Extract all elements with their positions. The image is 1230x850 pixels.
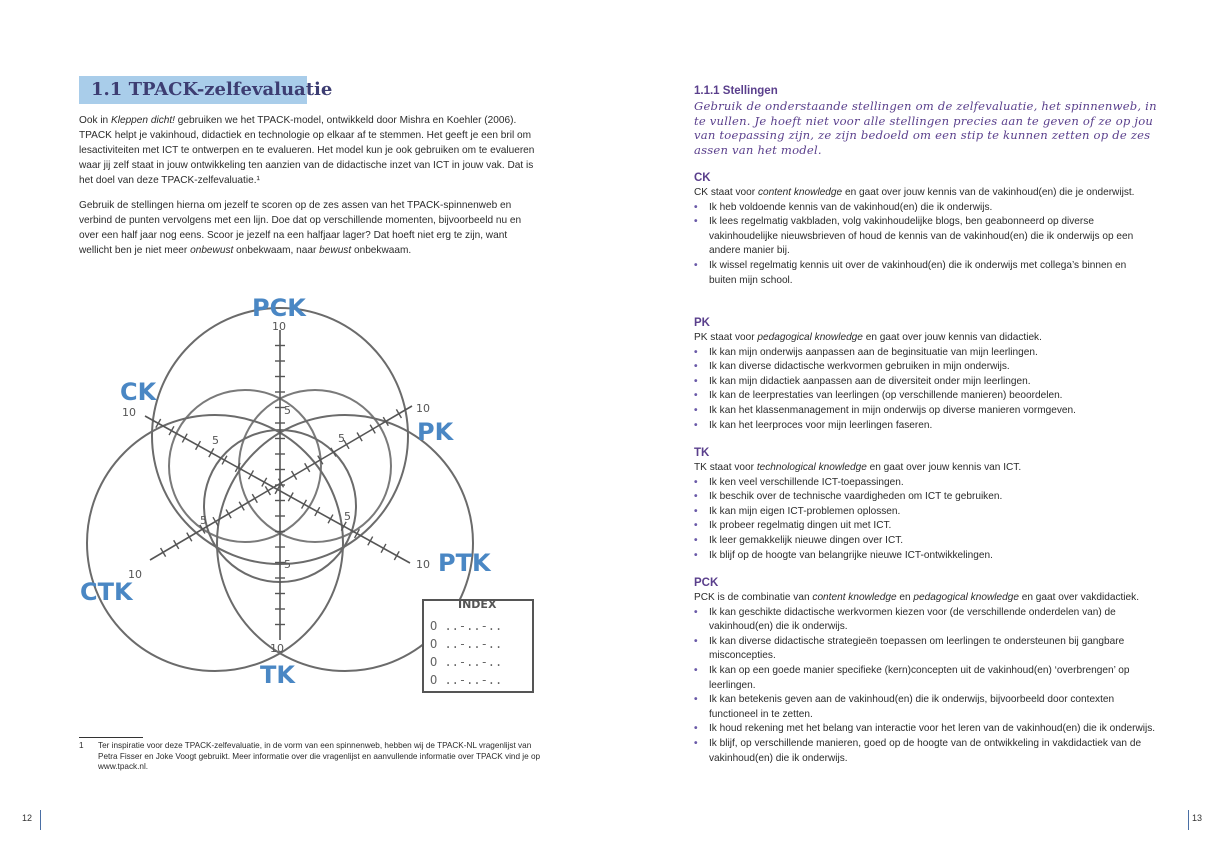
axis-tick <box>265 486 270 495</box>
tick-label: 5 <box>338 432 345 445</box>
axis-tick <box>302 500 307 509</box>
section-pck <box>694 576 1156 766</box>
italic-term: content knowledge <box>757 187 843 198</box>
section-intro <box>694 591 1156 606</box>
text-run: TK staat voor <box>694 462 757 473</box>
axis-tick <box>249 470 254 479</box>
section-title: 1.1 TPACK-zelfevaluatie <box>91 79 333 100</box>
page-number-left: 12 <box>22 813 33 823</box>
axis-tick <box>394 551 399 560</box>
label-ck: CK <box>120 378 157 406</box>
bullet-icon: • <box>694 404 698 416</box>
tick-label: 5 <box>212 434 219 447</box>
ring-circle <box>169 390 321 542</box>
statement-text: Ik blijf, op verschillende manieren, goed op de hoogte van de ontwikkeling in vakdidactiek van de vakinhoud(en) die ik onderwijs. <box>709 737 1142 764</box>
axis-tick <box>396 409 401 418</box>
axis-tick <box>288 492 293 501</box>
text-run: en gaat over jouw kennis van didactiek. <box>862 332 1042 343</box>
tick-label: 5 <box>344 510 351 523</box>
statement-text: Ik ken veel verschillende ICT-toepassingen. <box>709 476 904 488</box>
italic-term: technological knowledge <box>756 462 867 473</box>
bullet-icon: • <box>694 375 698 387</box>
tick-label: 10 <box>128 568 142 581</box>
statement-list <box>694 476 1156 564</box>
label-ptk: PTK <box>438 549 491 577</box>
index-card <box>423 598 533 692</box>
statement-text: Ik leer gemakkelijk nieuwe dingen over ICT. <box>709 534 904 546</box>
list-item <box>694 606 1156 635</box>
statement-text: Ik wissel regelmatig kennis uit over de vakinhoud(en) die ik onderwijs met collega’s binnen en buiten mijn school. <box>709 259 1127 286</box>
section-title-box <box>79 76 333 104</box>
statement-text: Ik kan diverse didactische werkvormen gebruiken in mijn onderwijs. <box>709 361 1010 373</box>
statement-text: Ik kan mijn didactiek aanpassen aan de diversiteit onder mijn leerlingen. <box>709 375 1031 387</box>
list-item <box>694 404 1156 419</box>
statement-text: Ik heb voldoende kennis van de vakinhoud(en) die ik onderwijs. <box>709 201 993 213</box>
list-item <box>694 737 1156 766</box>
axis-tick <box>331 448 336 457</box>
index-row: O ..-..-.. <box>430 619 503 633</box>
list-item <box>694 346 1156 361</box>
tick-label: 10 <box>416 402 430 415</box>
axis-tick <box>368 537 373 546</box>
axis-tick <box>239 502 244 511</box>
text-run: PK staat voor <box>694 332 758 343</box>
subsection-heading: 1.1.1 Stellingen <box>694 85 778 97</box>
section-title: TK <box>694 447 710 459</box>
italic-term: pedagogical knowledge <box>913 592 1019 603</box>
list-item <box>694 635 1156 664</box>
bullet-icon: • <box>694 723 698 735</box>
list-item <box>694 476 1156 491</box>
bullet-icon: • <box>694 606 698 618</box>
instruction-paragraph <box>79 198 539 258</box>
tick-label: 10 <box>270 642 284 655</box>
section-pk <box>694 316 1156 433</box>
list-item <box>694 259 1156 288</box>
handwritten-instruction: Gebruik de onderstaande stellingen om de zelfevaluatie, het spinnenweb, in te vullen. Je hoeft niet voor alle stellingen precies aan te geven of ze op jou van toepassing zijn, ze zijn bedoeld om een stip te kunnen zetten op de zes assen van het model. <box>694 99 1157 157</box>
ring-circle <box>239 390 391 542</box>
statement-text: Ik kan het klassenmanagement in mijn onderwijs op diverse manieren vormgeven. <box>709 404 1076 416</box>
list-item <box>694 549 1156 564</box>
section-title: PK <box>694 317 710 329</box>
statement-text: Ik kan diverse didactische strategieën toepassen om leerlingen te ondersteunen bij gangbare misconcepties. <box>709 635 1125 662</box>
axis-tick <box>213 517 218 526</box>
tick-label: 10 <box>416 558 430 571</box>
ring-circle <box>87 415 343 671</box>
list-item <box>694 419 1156 434</box>
statement-text: Ik beschik over de technische vaardigheden om ICT te gebruiken. <box>709 491 1003 503</box>
list-item <box>694 722 1156 737</box>
axis-tick <box>381 544 386 553</box>
statement-list <box>694 606 1156 767</box>
axis-tick <box>226 509 231 518</box>
tick-label: 5 <box>200 514 207 527</box>
italic-word: onbewust <box>190 245 234 256</box>
text-run: Ook in <box>79 115 111 126</box>
bullet-icon: • <box>694 361 698 373</box>
tick-label: 10 <box>272 320 286 333</box>
statement-text: Ik kan mijn onderwijs aanpassen aan de beginsituatie van mijn leerlingen. <box>709 346 1038 358</box>
bullet-icon: • <box>694 259 698 271</box>
bullet-icon: • <box>694 216 698 228</box>
text-run: en <box>896 592 914 603</box>
statement-text: Ik lees regelmatig vakbladen, volg vakinhoudelijke blogs, ben geabonneerd op diverse vakinhoudelijke nieuwsbrieven of houd de kennis van de vakinhoud(en) die ik onderwijs op een andere manier bij. <box>709 216 1134 257</box>
bullet-icon: • <box>694 520 698 532</box>
list-item <box>694 360 1156 375</box>
axis-tick <box>328 515 333 524</box>
bullet-icon: • <box>694 491 698 503</box>
index-row: O ..-..-.. <box>430 673 503 687</box>
section-title: CK <box>694 172 711 184</box>
tick-label: 10 <box>122 406 136 419</box>
axis-tick <box>169 426 174 435</box>
intro-paragraph <box>79 113 539 188</box>
label-ctk: CTK <box>80 578 133 606</box>
axis-tick <box>161 548 166 557</box>
section-tk <box>694 446 1156 563</box>
text-run: en gaat over jouw kennis van ICT. <box>866 462 1022 473</box>
statement-text: Ik houd rekening met het belang van interactie voor het leren van de vakinhoud(en) die ik onderwijs. <box>709 723 1156 735</box>
axis-tick <box>252 494 257 503</box>
bullet-icon: • <box>694 737 698 749</box>
statement-text: Ik kan mijn eigen ICT-problemen oplossen. <box>709 505 901 517</box>
italic-word: bewust <box>319 245 352 256</box>
axis-tick <box>182 434 187 443</box>
axis-tick <box>357 432 362 441</box>
statement-text: Ik kan betekenis geven aan de vakinhoud(en) die ik onderwijs, bijvoorbeeld door contexten functioneel in te zetten. <box>709 694 1115 720</box>
page-number-right: 13 <box>1192 813 1203 823</box>
text-run: en gaat over vakdidactiek. <box>1018 592 1140 603</box>
text-run: Gebruik de stellingen hierna om jezelf te scoren op de zes assen van het TPACK-spinnenweb en verbind de punten vervolgens met een lijn. Doe dat op verschillende momenten, bijvoorbeeld nu en over een half jaar nog eens. Scoor je jezelf na een halfjaar lager? Dat hoeft niet erg te zijn, want wellicht ben je niet meer <box>79 200 522 256</box>
bullet-icon: • <box>694 390 698 402</box>
label-tk: TK <box>260 661 295 689</box>
list-item <box>694 215 1156 259</box>
bullet-icon: • <box>694 201 698 213</box>
footnote-text: Ter inspiratie voor deze TPACK-zelfevaluatie, in de vorm van een spinnenweb, hebben wij de TPACK-NL vragenlijst van Petra Fisser en Joke Voogt gebruikt. Meer informatie over die vragenlijst en aanvullende informatie over TPACK vind je op www.tpack.nl. <box>98 741 541 771</box>
section-ck <box>694 171 1156 288</box>
italic-term: content knowledge <box>812 592 897 603</box>
statement-list <box>694 201 1156 289</box>
index-row: O ..-..-.. <box>430 655 503 669</box>
label-pck: PCK <box>252 294 306 322</box>
axis-tick <box>305 463 310 472</box>
bullet-icon: • <box>694 419 698 431</box>
bullet-icon: • <box>694 635 698 647</box>
index-row: O ..-..-.. <box>430 637 503 651</box>
bullet-icon: • <box>694 549 698 561</box>
label-pk: PK <box>417 418 454 446</box>
tick-label: 5 <box>284 558 291 571</box>
axis-tick <box>196 441 201 450</box>
statement-text: Ik kan de leerprestaties van leerlingen (op verschillende manieren) beoordelen. <box>709 390 1063 402</box>
statement-text: Ik blijf op de hoogte van belangrijke nieuwe ICT-ontwikkelingen. <box>709 549 993 561</box>
text-run: en gaat over jouw kennis van de vakinhoud(en) die je onderwijst. <box>842 187 1135 198</box>
list-item <box>694 519 1156 534</box>
list-item <box>694 664 1156 693</box>
section-intro <box>694 461 1156 476</box>
text-run: CK staat voor <box>694 187 758 198</box>
section-title: PCK <box>694 577 719 589</box>
axis-tick <box>315 507 320 516</box>
bullet-icon: • <box>694 534 698 546</box>
list-item <box>694 490 1156 505</box>
bullet-icon: • <box>694 664 698 676</box>
list-item <box>694 375 1156 390</box>
list-item <box>694 201 1156 216</box>
text-run: gebruiken we het TPACK-model, ontwikkeld door Mishra en Koehler (2006). TPACK helpt je vakinhoud, didactiek en technologie op elkaar af te stemmen. Het geeft je een bril om lesactiviteiten met ICT te ontwerpen en te evalueren. Het model kun je ook gebruiken om te evalueren waar jij zelf staat in jouw ontwikkeling ten aanzien van de didactische inzet van ICT in jouw vak. Dat is het doel van deze TPACK-zelfevaluatie.¹ <box>79 115 535 186</box>
bullet-icon: • <box>694 694 698 706</box>
bullet-icon: • <box>694 505 698 517</box>
list-item <box>694 389 1156 404</box>
list-item <box>694 534 1156 549</box>
index-title: INDEX <box>458 598 497 611</box>
italic-title: Kleppen dicht! <box>110 115 175 126</box>
axis-tick <box>187 533 192 542</box>
italic-term: pedagogical knowledge <box>757 332 863 343</box>
axis-tick <box>174 540 179 549</box>
section-intro <box>694 186 1156 201</box>
statement-text: Ik kan geschikte didactische werkvormen kiezen voor (de verschillende onderdelen van) de vakinhoud(en) die ik onderwijs. <box>709 606 1116 633</box>
footnote-rule <box>79 737 143 738</box>
statement-text: Ik probeer regelmatig dingen uit met ICT. <box>709 520 892 532</box>
text-run: PCK is de combinatie van <box>694 592 813 603</box>
statement-text: Ik kan op een goede manier specifieke (kern)concepten uit de vakinhoud(en) ‘overbrengen’ op leerlingen. <box>709 664 1130 691</box>
text-run: onbekwaam. <box>351 245 412 256</box>
axis-tick <box>370 425 375 434</box>
bullet-icon: • <box>694 476 698 488</box>
footnote-number: 1 <box>79 741 84 750</box>
statement-text: Ik kan het leerproces voor mijn leerlingen faseren. <box>709 419 933 431</box>
axis-tick <box>292 471 297 480</box>
list-item <box>694 693 1156 722</box>
axis-tick <box>262 478 267 487</box>
tpack-spiderweb-diagram <box>60 278 580 710</box>
bullet-icon: • <box>694 346 698 358</box>
list-item <box>694 505 1156 520</box>
tick-label: 5 <box>284 404 291 417</box>
axis-tick <box>209 448 214 457</box>
statement-list <box>694 346 1156 434</box>
section-intro <box>694 331 1156 346</box>
text-run: onbekwaam, naar <box>233 245 320 256</box>
